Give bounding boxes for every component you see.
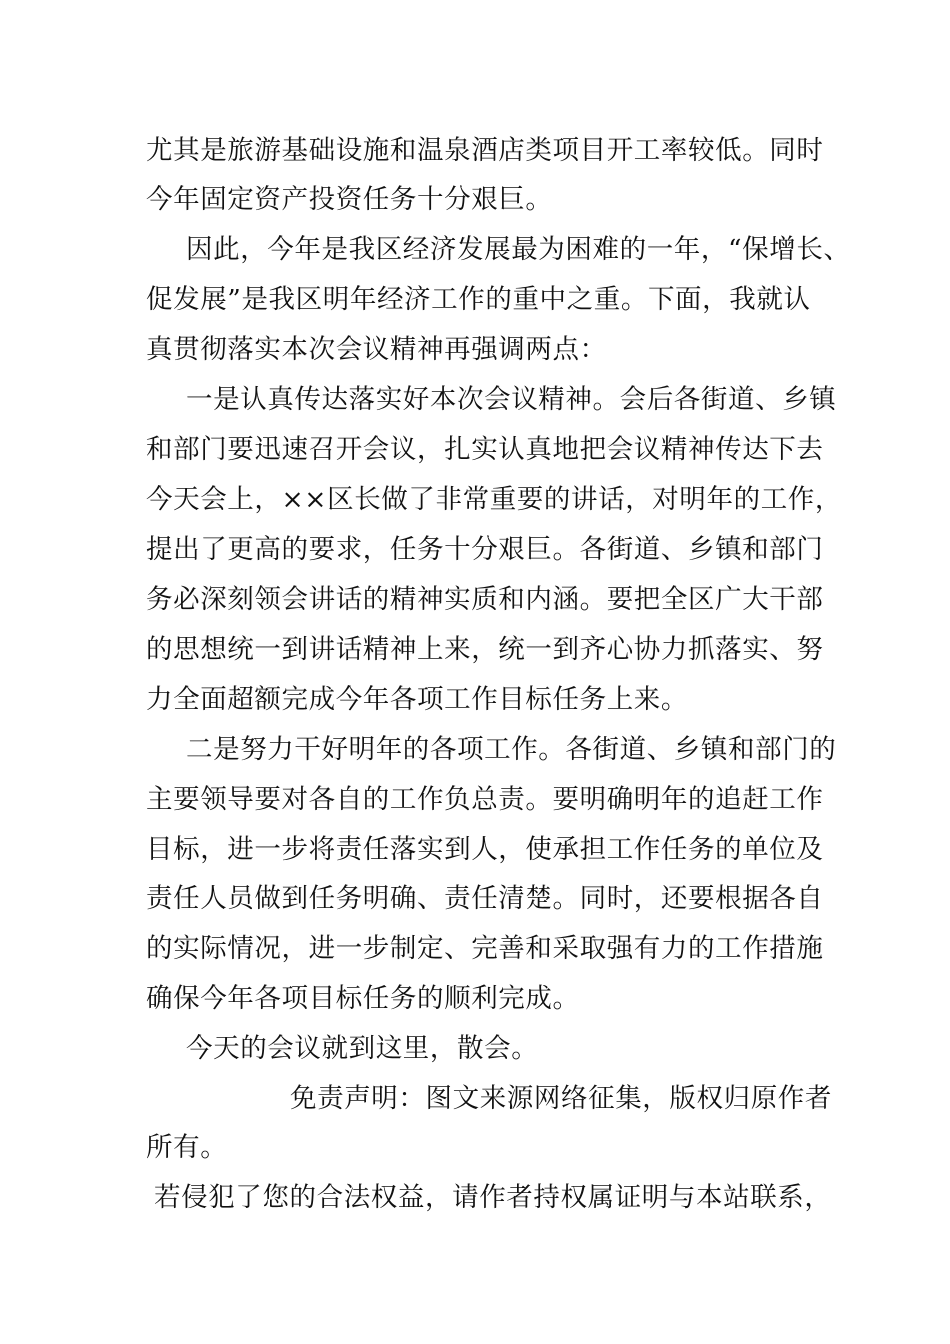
text-line: 的思想统一到讲话精神上来，统一到齐心协力抓落实、努 [146,634,824,665]
text-line: 目标，进一步将责任落实到人，使承担工作任务的单位及 [146,834,824,865]
text-line: 的实际情况，进一步制定、完善和采取强有力的工作措施 [146,933,824,964]
text-line: 尤其是旅游基础设施和温泉酒店类项目开工率较低。同时 [146,135,824,166]
text-line: 促发展”是我区明年经济工作的重中之重。下面，我就认 [146,284,811,315]
text-line: 力全面超额完成今年各项工作目标任务上来。 [146,684,688,715]
text-line: 今天会上，××区长做了非常重要的讲话，对明年的工作， [146,484,843,515]
disclaimer-line: 免责声明：图文来源网络征集，版权归原作者 [290,1083,832,1114]
text-line: 确保今年各项目标任务的顺利完成。 [146,983,580,1014]
text-line: 务必深刻领会讲话的精神实质和内涵。要把全区广大干部 [146,584,824,615]
paragraph-first-line: 一是认真传达落实好本次会议精神。会后各街道、乡镇 [186,384,837,415]
disclaimer-line: 若侵犯了您的合法权益，请作者持权属证明与本站联系， [154,1182,832,1213]
text-line: 今年固定资产投资任务十分艰巨。 [146,184,553,215]
text-line: 主要领导要对各自的工作负总责。要明确明年的追赶工作 [146,784,824,815]
closing-line: 今天的会议就到这里，散会。 [186,1033,539,1064]
disclaimer-line: 所有。 [146,1132,228,1163]
text-line: 和部门要迅速召开会议，扎实认真地把会议精神传达下去 [146,434,824,465]
text-line: 提出了更高的要求，任务十分艰巨。各街道、乡镇和部门 [146,534,824,565]
text-line: 责任人员做到任务明确、责任清楚。同时，还要根据各自 [146,883,824,914]
paragraph-first-line: 二是努力干好明年的各项工作。各街道、乡镇和部门的 [186,734,837,765]
paragraph-first-line: 因此，今年是我区经济发展最为困难的一年，“保增长、 [186,234,851,265]
text-line: 真贯彻落实本次会议精神再强调两点： [146,334,607,365]
